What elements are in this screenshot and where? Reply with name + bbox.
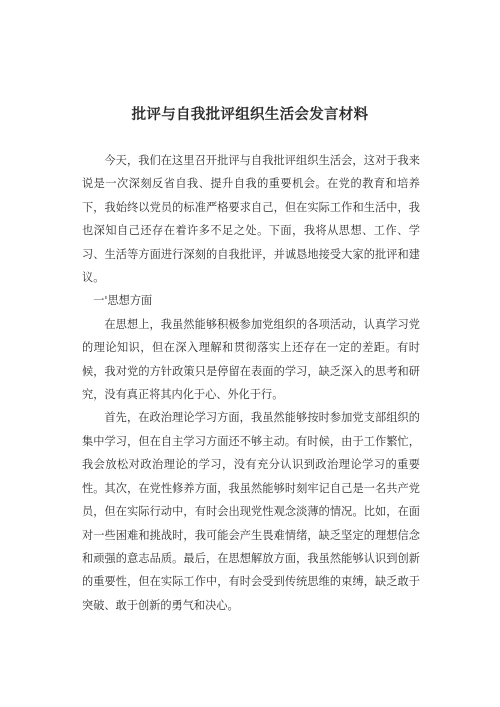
intro-paragraph: 今天，我们在这里召开批评与自我批评组织生活会，这对于我来说是一次深刻反省自我、提升自我的重要机会。在党的教育和培养下，我始终以党员的标准严格要求自己，但在实际工作和生活中，我也深知自己还存在着许多不足之处。下面，我将从思想、工作、学习、生活等方面进行深刻的自我批评，并诚恳地接受大家的批评和建议。 [82, 154, 420, 285]
thought-paragraph-1: 在思想上，我虽然能够积极参加党组织的各项活动，认真学习党的理论知识，但在深入理解和贯彻落实上还存在一定的差距。有时候，我对党的方针政策只是停留在表面的学习，缺乏深入的思考和研究，没有真正将其内化于心、外化于行。 [82, 317, 420, 402]
document-body [82, 149, 420, 617]
thought-paragraph-2: 首先，在政治理论学习方面，我虽然能够按时参加党支部组织的集中学习，但在自主学习方面还不够主动。有时候，由于工作繁忙，我会放松对政治理论的学习，没有充分认识到政治理论学习的重要性。其次，在党性修养方面，我虽然能够时刻牢记自己是一名共产党员，但在实际行动中，有时会出现党性观念淡薄的情况。比如，在面对一些困难和挑战时，我可能会产生畏难情绪，缺乏坚定的理想信念和顽强的意志品质。最后，在思想解放方面，我虽然能够认识到创新的重要性，但在实际工作中，有时会受到传统思维的束缚，缺乏敢于突破、敢于创新的勇气和决心。 [82, 411, 420, 612]
document-title: 批评与自我批评组织生活会发言材料 [131, 107, 369, 123]
section-heading-thought: 一'思想方面 [93, 294, 153, 308]
